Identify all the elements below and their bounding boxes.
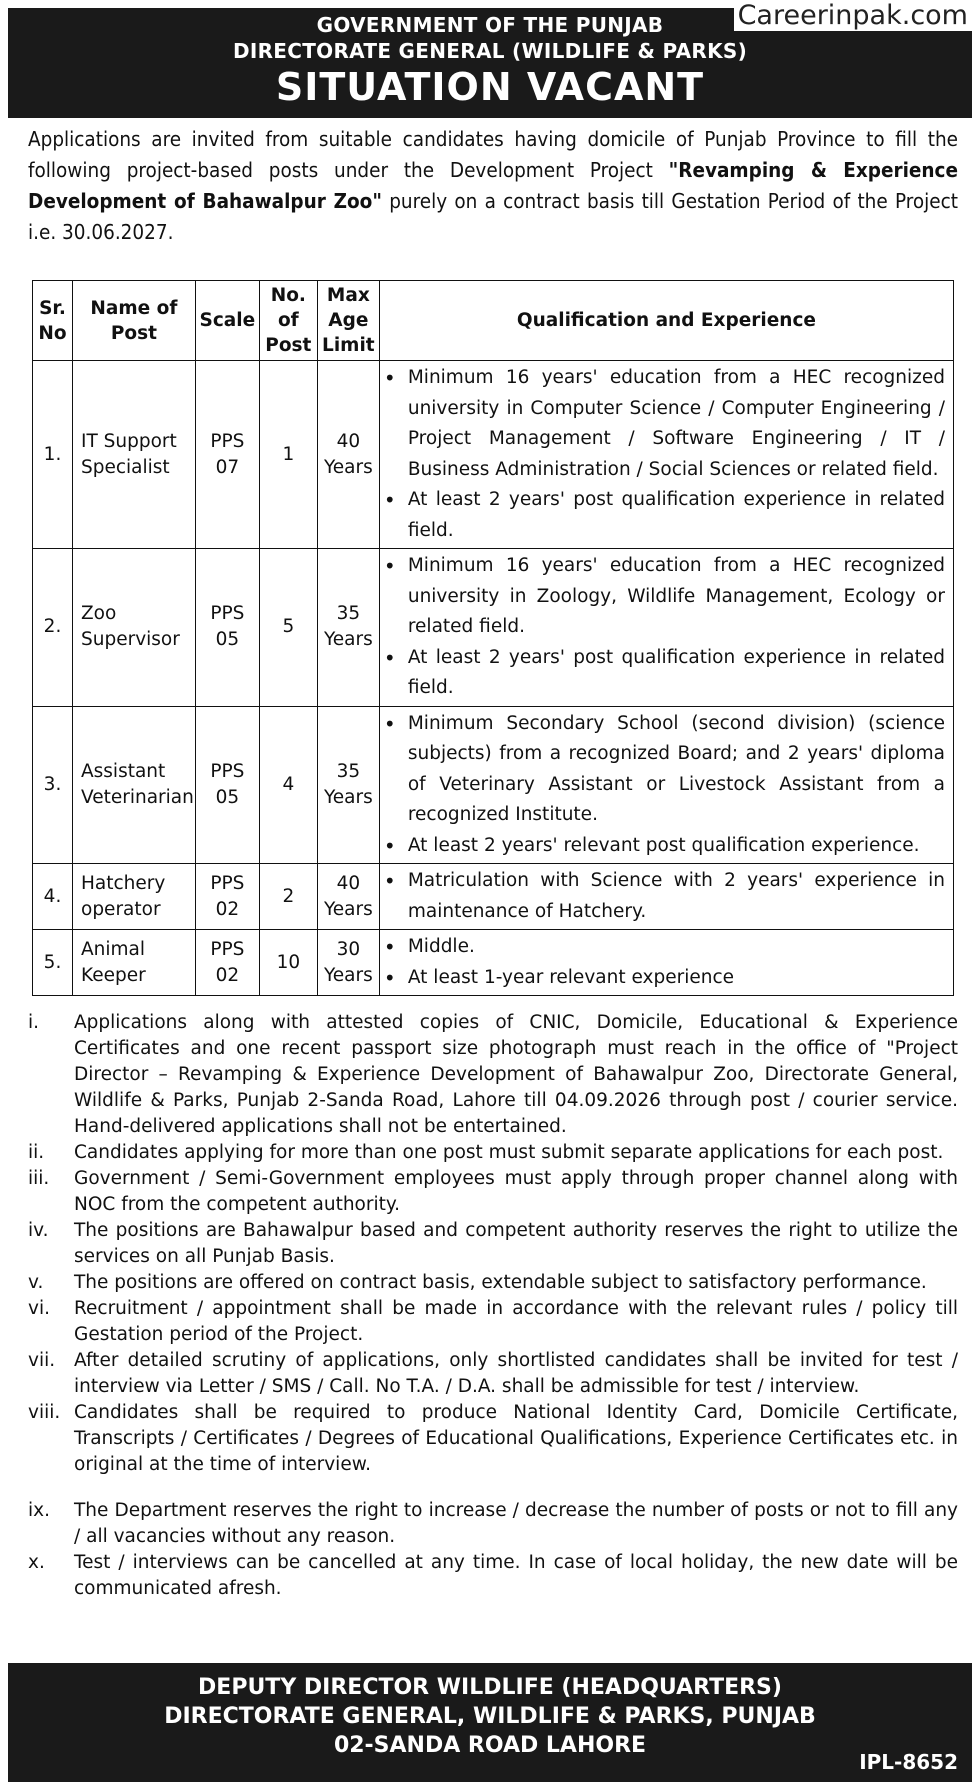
experience-item: • At least 2 years' relevant post qualification experience. bbox=[408, 831, 945, 862]
list-item bbox=[22, 1498, 958, 1550]
header-post-name: Name of Post bbox=[73, 281, 196, 361]
row-count: 4 bbox=[259, 706, 317, 864]
header-qualification: Qualification and Experience bbox=[379, 281, 953, 361]
note-number: i. bbox=[28, 1012, 40, 1033]
row-sr: 2. bbox=[33, 549, 73, 707]
page-footer bbox=[8, 1663, 972, 1782]
table-row bbox=[33, 549, 954, 707]
intro-text-start: Applications are invited from suitable candidates having domicile of Punjab Province to fill the following project-based posts under the Development Project bbox=[28, 127, 958, 182]
row-qualification bbox=[379, 549, 953, 707]
note-text: Applications along with attested copies of CNIC, Domicile, Educational & Experience Certificates and one recent passport size photograph must reach in the office of "Project Director – Revamping & Experience Development of Bahawalpur Zoo, Directorate General, Wildlife & Parks, Punjab 2-Sanda Road, Lahore till 04.09.2026 through post / courier service. Hand-delivered applications shall not be entertained. bbox=[74, 1012, 958, 1137]
note-text: Test / interviews can be cancelled at any time. In case of local holiday, the new date will be communicated afresh. bbox=[74, 1552, 958, 1599]
terms-list bbox=[22, 1010, 958, 1602]
qualification-item: • Minimum Secondary School (second division) (science subjects) from a recognized Board; and 2 years' diploma of Veterinary Assistant or Livestock Assistant from a recognized Institute. bbox=[408, 709, 945, 831]
row-sr: 3. bbox=[33, 706, 73, 864]
qualification-item: • Minimum 16 years' education from a HEC recognized university in Zoology, Wildlife Management, Ecology or related field. bbox=[408, 551, 945, 643]
note-number: viii. bbox=[28, 1402, 61, 1423]
list-item bbox=[22, 1348, 958, 1400]
note-number: ii. bbox=[28, 1142, 45, 1163]
row-age: 30 Years bbox=[317, 930, 379, 996]
header-max-age: Max Age Limit bbox=[317, 281, 379, 361]
intro-text-end: purely on a contract basis till Gestation Period of the Project i.e. 30.06.2027. bbox=[28, 189, 958, 244]
row-scale: PPS 07 bbox=[195, 361, 259, 549]
list-item bbox=[22, 1400, 958, 1478]
qualification-item: • Matriculation with Science with 2 years' experience in maintenance of Hatchery. bbox=[408, 866, 945, 927]
list-item bbox=[22, 1550, 958, 1602]
note-text: After detailed scrutiny of applications, only shortlisted candidates shall be invited for test / interview via Letter / SMS / Call. No T.A. / D.A. shall be admissible for test / interview. bbox=[74, 1350, 958, 1397]
note-text: The positions are offered on contract basis, extendable subject to satisfactory performance. bbox=[74, 1272, 927, 1293]
note-number: iii. bbox=[28, 1168, 50, 1189]
table-row bbox=[33, 706, 954, 864]
row-scale: PPS 02 bbox=[195, 930, 259, 996]
row-count: 2 bbox=[259, 864, 317, 930]
row-age: 35 Years bbox=[317, 549, 379, 707]
list-item bbox=[22, 1296, 958, 1348]
row-qualification bbox=[379, 864, 953, 930]
row-scale: PPS 05 bbox=[195, 706, 259, 864]
row-count: 10 bbox=[259, 930, 317, 996]
note-number: vi. bbox=[28, 1298, 50, 1319]
directorate-address: DIRECTORATE GENERAL, WILDLIFE & PARKS, PUNJAB bbox=[164, 1704, 816, 1729]
header-no-of-post: No. of Post bbox=[259, 281, 317, 361]
list-item bbox=[22, 1218, 958, 1270]
row-post-name: Animal Keeper bbox=[73, 930, 196, 996]
row-count: 1 bbox=[259, 361, 317, 549]
directorate-title: DIRECTORATE GENERAL (WILDLIFE & PARKS) bbox=[232, 39, 748, 63]
row-count: 5 bbox=[259, 549, 317, 707]
row-age: 40 Years bbox=[317, 864, 379, 930]
row-age: 40 Years bbox=[317, 361, 379, 549]
list-item bbox=[22, 1270, 958, 1296]
row-qualification bbox=[379, 706, 953, 864]
note-text: Candidates shall be required to produce National Identity Card, Domicile Certificate, Transcripts / Certificates / Degrees of Educational Qualifications, Experience Certificates etc. in original at the time of interview. bbox=[74, 1402, 958, 1475]
table-row bbox=[33, 361, 954, 549]
header-scale: Scale bbox=[195, 281, 259, 361]
experience-item: • At least 2 years' post qualification experience in related field. bbox=[408, 485, 945, 546]
note-number: ix. bbox=[28, 1500, 50, 1521]
row-sr: 4. bbox=[33, 864, 73, 930]
list-item bbox=[22, 1010, 958, 1140]
qualification-item: • Minimum 16 years' education from a HEC recognized university in Computer Science / Computer Engineering / Project Management / Software Engineering / IT / Business Administration / Social Sciences or related field. bbox=[408, 363, 945, 485]
row-sr: 1. bbox=[33, 361, 73, 549]
row-qualification bbox=[379, 930, 953, 996]
situation-vacant-title: SITUATION VACANT bbox=[275, 65, 705, 109]
row-post-name: Hatchery operator bbox=[73, 864, 196, 930]
government-title: GOVERNMENT OF THE PUNJAB bbox=[316, 13, 664, 37]
experience-item: • At least 1-year relevant experience bbox=[408, 963, 945, 994]
header-sr-no: Sr. No bbox=[33, 281, 73, 361]
project-name: "Revamping & Experience Development of Bahawalpur Zoo" bbox=[28, 158, 958, 213]
posts-table bbox=[32, 280, 954, 996]
note-number: vii. bbox=[28, 1350, 56, 1371]
note-text: The Department reserves the right to increase / decrease the number of posts or not to fill any / all vacancies without any reason. bbox=[74, 1500, 958, 1547]
row-qualification bbox=[379, 361, 953, 549]
table-row bbox=[33, 930, 954, 996]
list-item bbox=[22, 1140, 958, 1166]
row-age: 35 Years bbox=[317, 706, 379, 864]
row-post-name: Zoo Supervisor bbox=[73, 549, 196, 707]
experience-item: • At least 2 years' post qualification experience in related field. bbox=[408, 643, 945, 704]
row-scale: PPS 05 bbox=[195, 549, 259, 707]
note-text: Recruitment / appointment shall be made in accordance with the relevant rules / policy till Gestation period of the Project. bbox=[74, 1298, 958, 1345]
deputy-director-title: DEPUTY DIRECTOR WILDLIFE (HEADQUARTERS) bbox=[198, 1675, 782, 1700]
qualification-item: • Middle. bbox=[408, 932, 945, 963]
row-sr: 5. bbox=[33, 930, 73, 996]
street-address: 02-SANDA ROAD LAHORE bbox=[333, 1733, 647, 1758]
row-post-name: IT Support Specialist bbox=[73, 361, 196, 549]
note-text: Candidates applying for more than one post must submit separate applications for each post. bbox=[74, 1142, 944, 1163]
row-scale: PPS 02 bbox=[195, 864, 259, 930]
note-number: v. bbox=[28, 1272, 44, 1293]
note-number: x. bbox=[28, 1552, 45, 1573]
note-text: Government / Semi-Government employees must apply through proper channel along with NOC from the competent authority. bbox=[74, 1168, 958, 1215]
site-watermark: Careerinpak.com bbox=[734, 0, 972, 31]
table-row bbox=[33, 864, 954, 930]
ipl-code: IPL-8652 bbox=[859, 1750, 958, 1774]
note-text: The positions are Bahawalpur based and competent authority reserves the right to utilize the services on all Punjab Basis. bbox=[74, 1220, 958, 1267]
table-header-row bbox=[33, 281, 954, 361]
list-item bbox=[22, 1166, 958, 1218]
note-number: iv. bbox=[28, 1220, 49, 1241]
intro-paragraph bbox=[28, 124, 958, 248]
row-post-name: Assistant Veterinarian bbox=[73, 706, 196, 864]
